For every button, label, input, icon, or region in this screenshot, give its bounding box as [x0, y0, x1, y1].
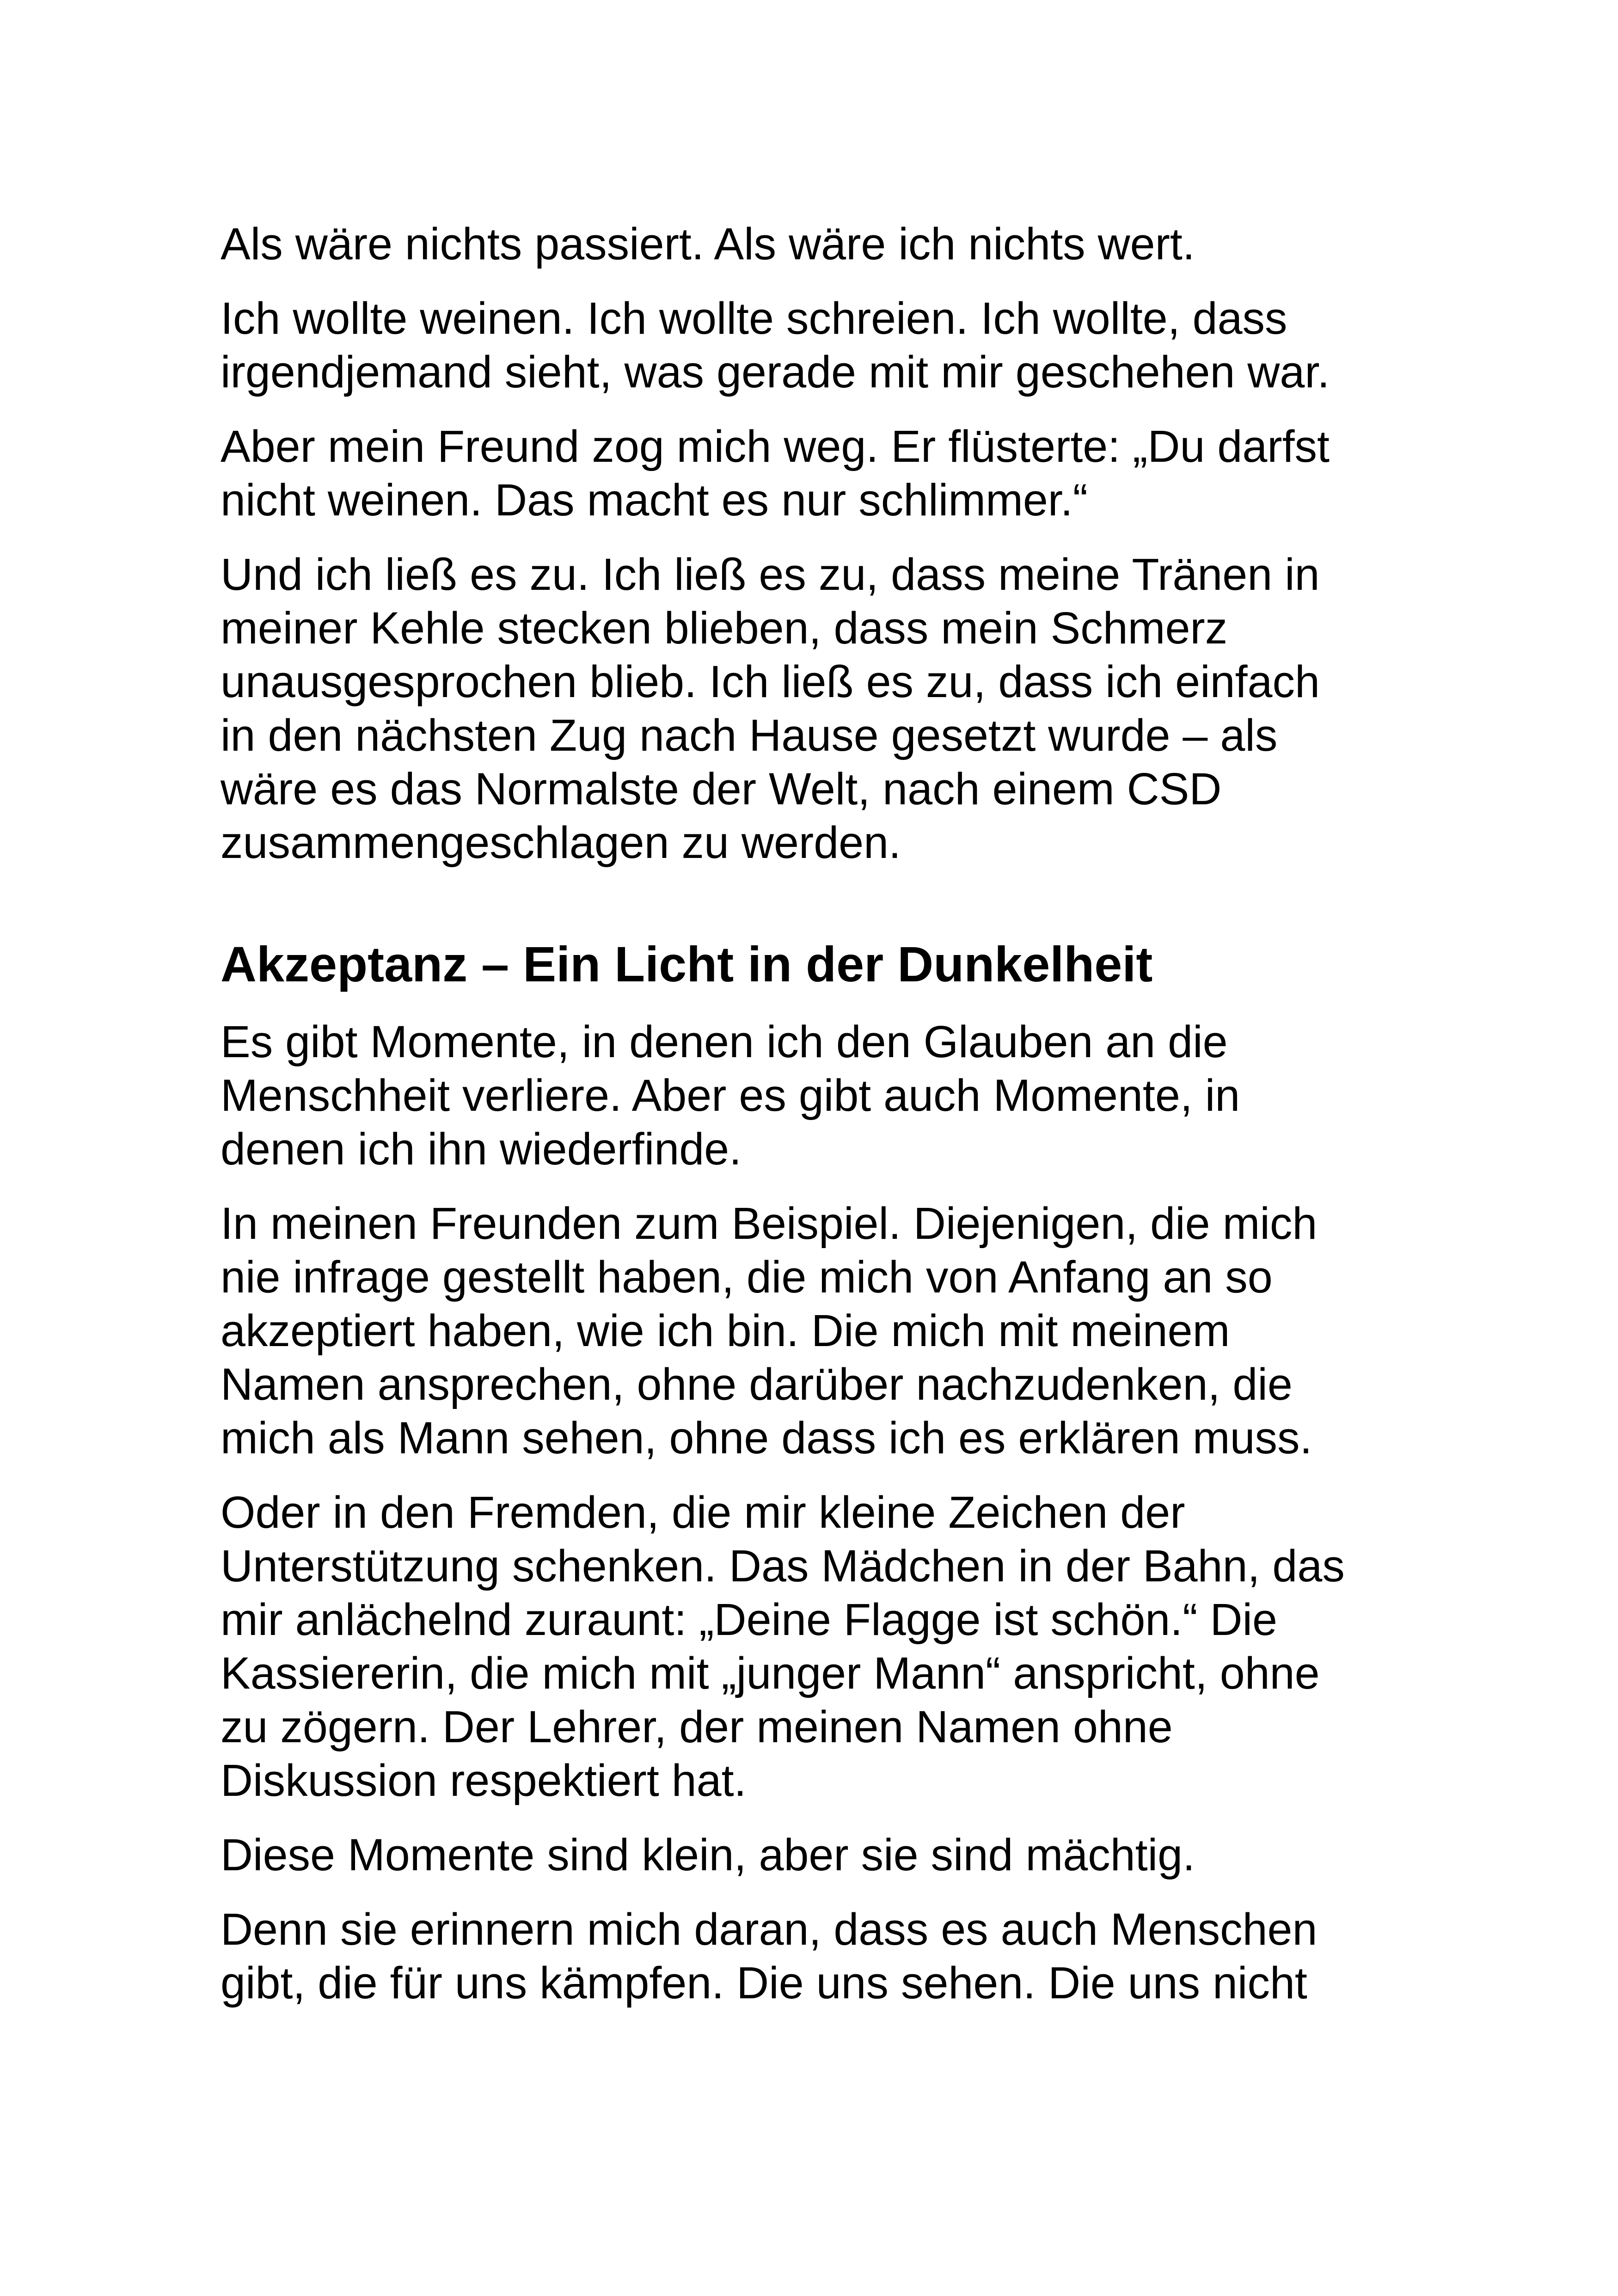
- page-content: [221, 217, 1404, 2031]
- text-line: mich als Mann sehen, ohne dass ich es erklären muss.: [221, 1413, 1312, 1463]
- section-1: [221, 217, 1404, 869]
- text-line: meiner Kehle stecken blieben, dass mein Schmerz: [221, 603, 1228, 653]
- text-line: irgendjemand sieht, was gerade mit mir geschehen war.: [221, 347, 1330, 397]
- text-line: denen ich ihn wiederfinde.: [221, 1124, 742, 1174]
- text-line: nicht weinen. Das macht es nur schlimmer.“: [221, 475, 1088, 525]
- text-line: wäre es das Normalste der Welt, nach einem CSD: [221, 764, 1222, 814]
- paragraph: [221, 217, 1404, 271]
- paragraph: [221, 548, 1404, 869]
- section-heading: Akzeptanz – Ein Licht in der Dunkelheit: [221, 936, 1153, 992]
- paragraph: [221, 292, 1404, 399]
- section-2: [221, 934, 1404, 2010]
- text-line: nie infrage gestellt haben, die mich von Anfang an so: [221, 1252, 1273, 1302]
- text-line: Diskussion respektiert hat.: [221, 1755, 747, 1806]
- paragraph: [221, 1015, 1404, 1176]
- text-line: gibt, die für uns kämpfen. Die uns sehen. Die uns nicht: [221, 1958, 1307, 2008]
- text-line: Diese Momente sind klein, aber sie sind mächtig.: [221, 1830, 1195, 1880]
- text-line: zu zögern. Der Lehrer, der meinen Namen ohne: [221, 1702, 1173, 1752]
- text-line: Denn sie erinnern mich daran, dass es auch Menschen: [221, 1904, 1318, 1954]
- text-line: Namen ansprechen, ohne darüber nachzudenken, die: [221, 1359, 1293, 1409]
- text-line: in den nächsten Zug nach Hause gesetzt wurde – als: [221, 710, 1278, 760]
- text-line: Kassiererin, die mich mit „junger Mann“ anspricht, ohne: [221, 1648, 1320, 1698]
- text-line: unausgesprochen blieb. Ich ließ es zu, dass ich einfach: [221, 656, 1320, 707]
- paragraph: [221, 1828, 1404, 1882]
- text-line: Menschheit verliere. Aber es gibt auch Momente, in: [221, 1070, 1240, 1120]
- text-line: Aber mein Freund zog mich weg. Er flüsterte: „Du darfst: [221, 421, 1330, 471]
- text-line: Oder in den Fremden, die mir kleine Zeichen der: [221, 1487, 1185, 1537]
- text-line: mir anlächelnd zuraunt: „Deine Flagge ist schön.“ Die: [221, 1594, 1277, 1645]
- text-line: In meinen Freunden zum Beispiel. Diejenigen, die mich: [221, 1198, 1318, 1249]
- text-line: Ich wollte weinen. Ich wollte schreien. Ich wollte, dass: [221, 293, 1287, 343]
- text-line: Und ich ließ es zu. Ich ließ es zu, dass meine Tränen in: [221, 549, 1320, 600]
- text-line: Als wäre nichts passiert. Als wäre ich nichts wert.: [221, 219, 1195, 269]
- paragraph: [221, 420, 1404, 527]
- paragraph: [221, 1486, 1404, 1807]
- text-line: Es gibt Momente, in denen ich den Glauben an die: [221, 1016, 1228, 1067]
- text-line: akzeptiert haben, wie ich bin. Die mich mit meinem: [221, 1305, 1230, 1356]
- text-line: Unterstützung schenken. Das Mädchen in der Bahn, das: [221, 1541, 1345, 1591]
- paragraph: [221, 1197, 1404, 1465]
- paragraph: [221, 1903, 1404, 2010]
- text-line: zusammengeschlagen zu werden.: [221, 817, 901, 868]
